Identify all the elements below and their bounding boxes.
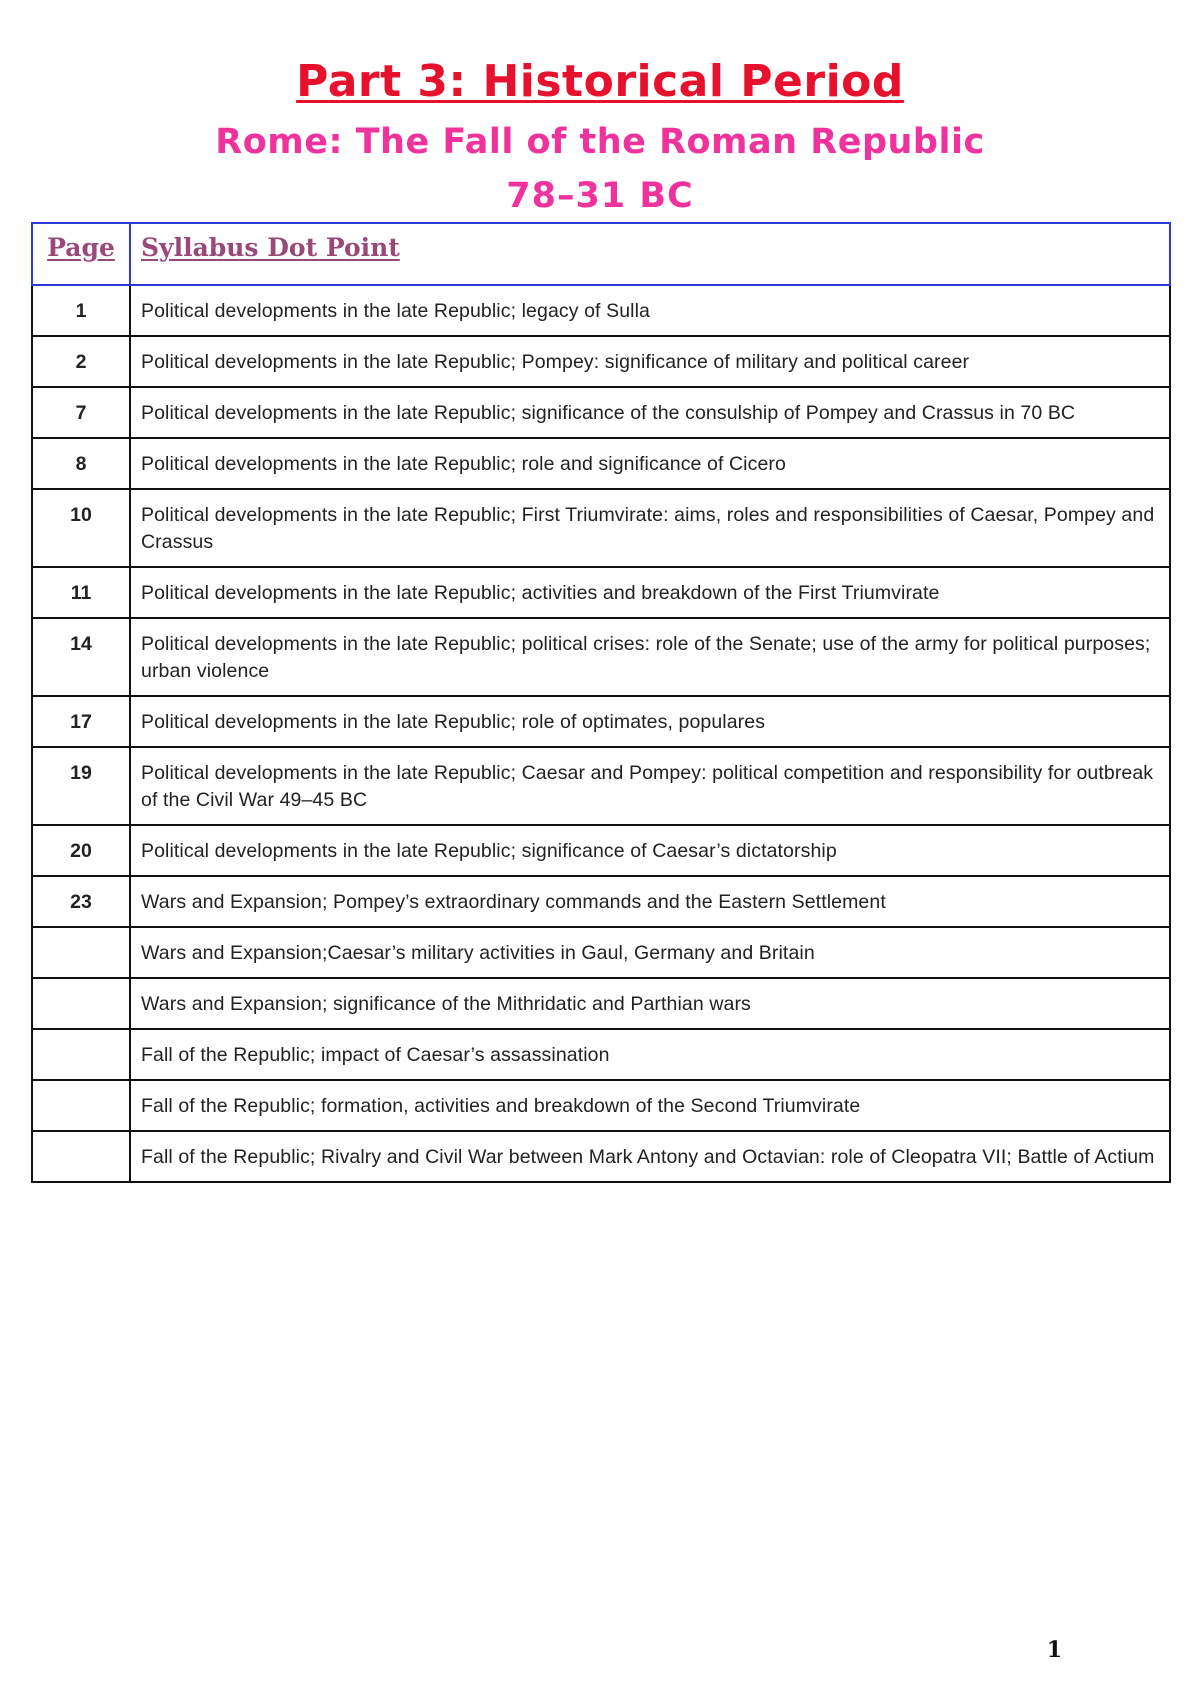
table-row xyxy=(32,336,1170,387)
table-row xyxy=(32,747,1170,825)
table-header-row xyxy=(32,223,1170,285)
table-row xyxy=(32,1080,1170,1131)
syllabus-dot-point-cell: Political developments in the late Republic; activities and breakdown of the First Triumvirate xyxy=(130,567,1170,618)
table-body xyxy=(32,285,1170,1182)
syllabus-dot-point-cell: Political developments in the late Republic; significance of Caesar’s dictatorship xyxy=(130,825,1170,876)
syllabus-dot-point-cell: Fall of the Republic; formation, activities and breakdown of the Second Triumvirate xyxy=(130,1080,1170,1131)
table-row xyxy=(32,1131,1170,1182)
page-number-cell: 7 xyxy=(32,387,130,438)
page-number-cell xyxy=(32,1131,130,1182)
syllabus-dot-point-cell: Political developments in the late Republic; significance of the consulship of Pompey and Crassus in 70 BC xyxy=(130,387,1170,438)
period-heading: 78–31 BC xyxy=(506,176,694,216)
syllabus-dot-point-cell: Fall of the Republic; Rivalry and Civil War between Mark Antony and Octavian: role of Cleopatra VII; Battle of Actium xyxy=(130,1131,1170,1182)
syllabus-dot-point-cell: Political developments in the late Republic; Pompey: significance of military and political career xyxy=(130,336,1170,387)
table-row xyxy=(32,696,1170,747)
page-number-cell: 14 xyxy=(32,618,130,696)
page-number-cell: 19 xyxy=(32,747,130,825)
page-number-cell: 10 xyxy=(32,489,130,567)
page-number-cell: 8 xyxy=(32,438,130,489)
table-row xyxy=(32,1029,1170,1080)
page-title: Part 3: Historical Period xyxy=(296,56,904,107)
table-row xyxy=(32,876,1170,927)
table-row xyxy=(32,489,1170,567)
syllabus-dot-point-cell: Political developments in the late Republic; First Triumvirate: aims, roles and responsibilities of Caesar, Pompey and Crassus xyxy=(130,489,1170,567)
page-number-cell xyxy=(32,927,130,978)
syllabus-table xyxy=(31,222,1171,1183)
column-header-syllabus-dot-point: Syllabus Dot Point xyxy=(130,223,1170,285)
syllabus-dot-point-cell: Wars and Expansion; Pompey’s extraordinary commands and the Eastern Settlement xyxy=(130,876,1170,927)
page-number-cell: 1 xyxy=(32,285,130,336)
page-number-cell: 17 xyxy=(32,696,130,747)
table-row xyxy=(32,927,1170,978)
syllabus-dot-point-cell: Political developments in the late Republic; political crises: role of the Senate; use of the army for political purposes; urban violence xyxy=(130,618,1170,696)
page-subtitle: Rome: The Fall of the Roman Republic xyxy=(215,122,985,162)
page-number-cell xyxy=(32,1029,130,1080)
page-number: 1 xyxy=(1046,1637,1062,1663)
syllabus-dot-point-cell: Political developments in the late Republic; role of optimates, populares xyxy=(130,696,1170,747)
syllabus-dot-point-cell: Fall of the Republic; impact of Caesar’s assassination xyxy=(130,1029,1170,1080)
syllabus-dot-point-cell: Political developments in the late Republic; legacy of Sulla xyxy=(130,285,1170,336)
page-number-cell: 11 xyxy=(32,567,130,618)
table-row xyxy=(32,978,1170,1029)
page-number-cell: 20 xyxy=(32,825,130,876)
table-row xyxy=(32,825,1170,876)
page-number-cell: 23 xyxy=(32,876,130,927)
page-number-cell xyxy=(32,1080,130,1131)
syllabus-dot-point-cell: Wars and Expansion;Caesar’s military activities in Gaul, Germany and Britain xyxy=(130,927,1170,978)
table-row xyxy=(32,618,1170,696)
page-number-cell xyxy=(32,978,130,1029)
table-row xyxy=(32,387,1170,438)
table-row xyxy=(32,285,1170,336)
syllabus-dot-point-cell: Wars and Expansion; significance of the Mithridatic and Parthian wars xyxy=(130,978,1170,1029)
column-header-page: Page xyxy=(32,223,130,285)
table-row xyxy=(32,438,1170,489)
syllabus-dot-point-cell: Political developments in the late Republic; role and significance of Cicero xyxy=(130,438,1170,489)
table-row xyxy=(32,567,1170,618)
page-number-cell: 2 xyxy=(32,336,130,387)
syllabus-dot-point-cell: Political developments in the late Republic; Caesar and Pompey: political competition and responsibility for outbreak of the Civil War 49–45 BC xyxy=(130,747,1170,825)
